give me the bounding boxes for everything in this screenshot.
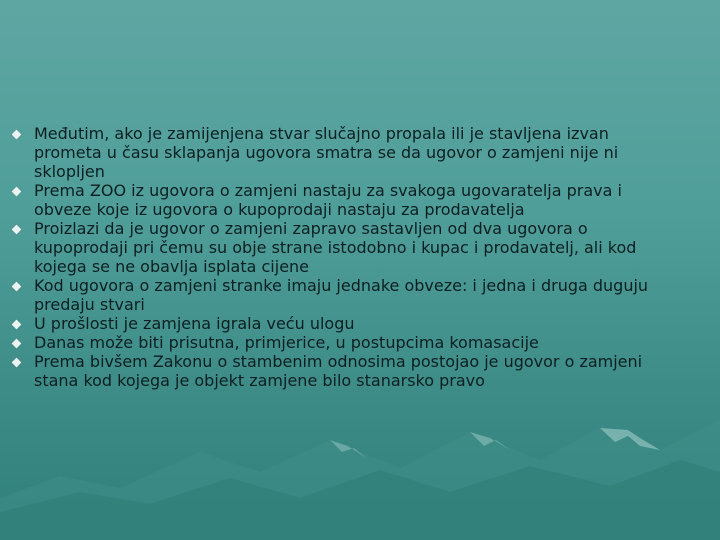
diamond-bullet-icon xyxy=(12,320,22,330)
bullet-item xyxy=(10,219,660,276)
bullet-text: Proizlazi da je ugovor o zamjeni zapravo sastavljen od dva ugovora o kupoprodaji pri čemu su obje strane istodobno i kupac i prodavatelj, ali kod kojega se ne obavlja isplata cijene xyxy=(34,219,637,276)
bullet-text: Danas može biti prisutna, primjerice, u postupcima komasacije xyxy=(34,333,539,352)
bullet-item xyxy=(10,124,660,181)
bullet-list xyxy=(10,124,660,390)
diamond-bullet-icon xyxy=(12,358,22,368)
diamond-bullet-icon xyxy=(12,187,22,197)
bullet-text: U prošlosti je zamjena igrala veću ulogu xyxy=(34,314,355,333)
bullet-text: Kod ugovora o zamjeni stranke imaju jednake obveze: i jedna i druga duguju predaju stvari xyxy=(34,276,649,314)
diamond-bullet-icon xyxy=(12,130,22,140)
bullet-item xyxy=(10,352,660,390)
diamond-bullet-icon xyxy=(12,339,22,349)
mountain-background-graphic xyxy=(0,380,720,540)
bullet-item xyxy=(10,276,660,314)
bullet-item xyxy=(10,181,660,219)
bullet-item xyxy=(10,333,660,352)
bullet-item xyxy=(10,314,660,333)
bullet-text: Prema bivšem Zakonu o stambenim odnosima postojao je ugovor o zamjeni stana kod kojega je objekt zamjene bilo stanarsko pravo xyxy=(34,352,643,390)
diamond-bullet-icon xyxy=(12,225,22,235)
bullet-text: Međutim, ako je zamijenjena stvar slučajno propala ili je stavljena izvan prometa u času sklapanja ugovora smatra se da ugovor o zamjeni nije ni sklopljen xyxy=(34,124,619,181)
bullet-text: Prema ZOO iz ugovora o zamjeni nastaju za svakoga ugovaratelja prava i obveze koje iz ugovora o kupoprodaji nastaju za prodavatelja xyxy=(34,181,622,219)
diamond-bullet-icon xyxy=(12,282,22,292)
